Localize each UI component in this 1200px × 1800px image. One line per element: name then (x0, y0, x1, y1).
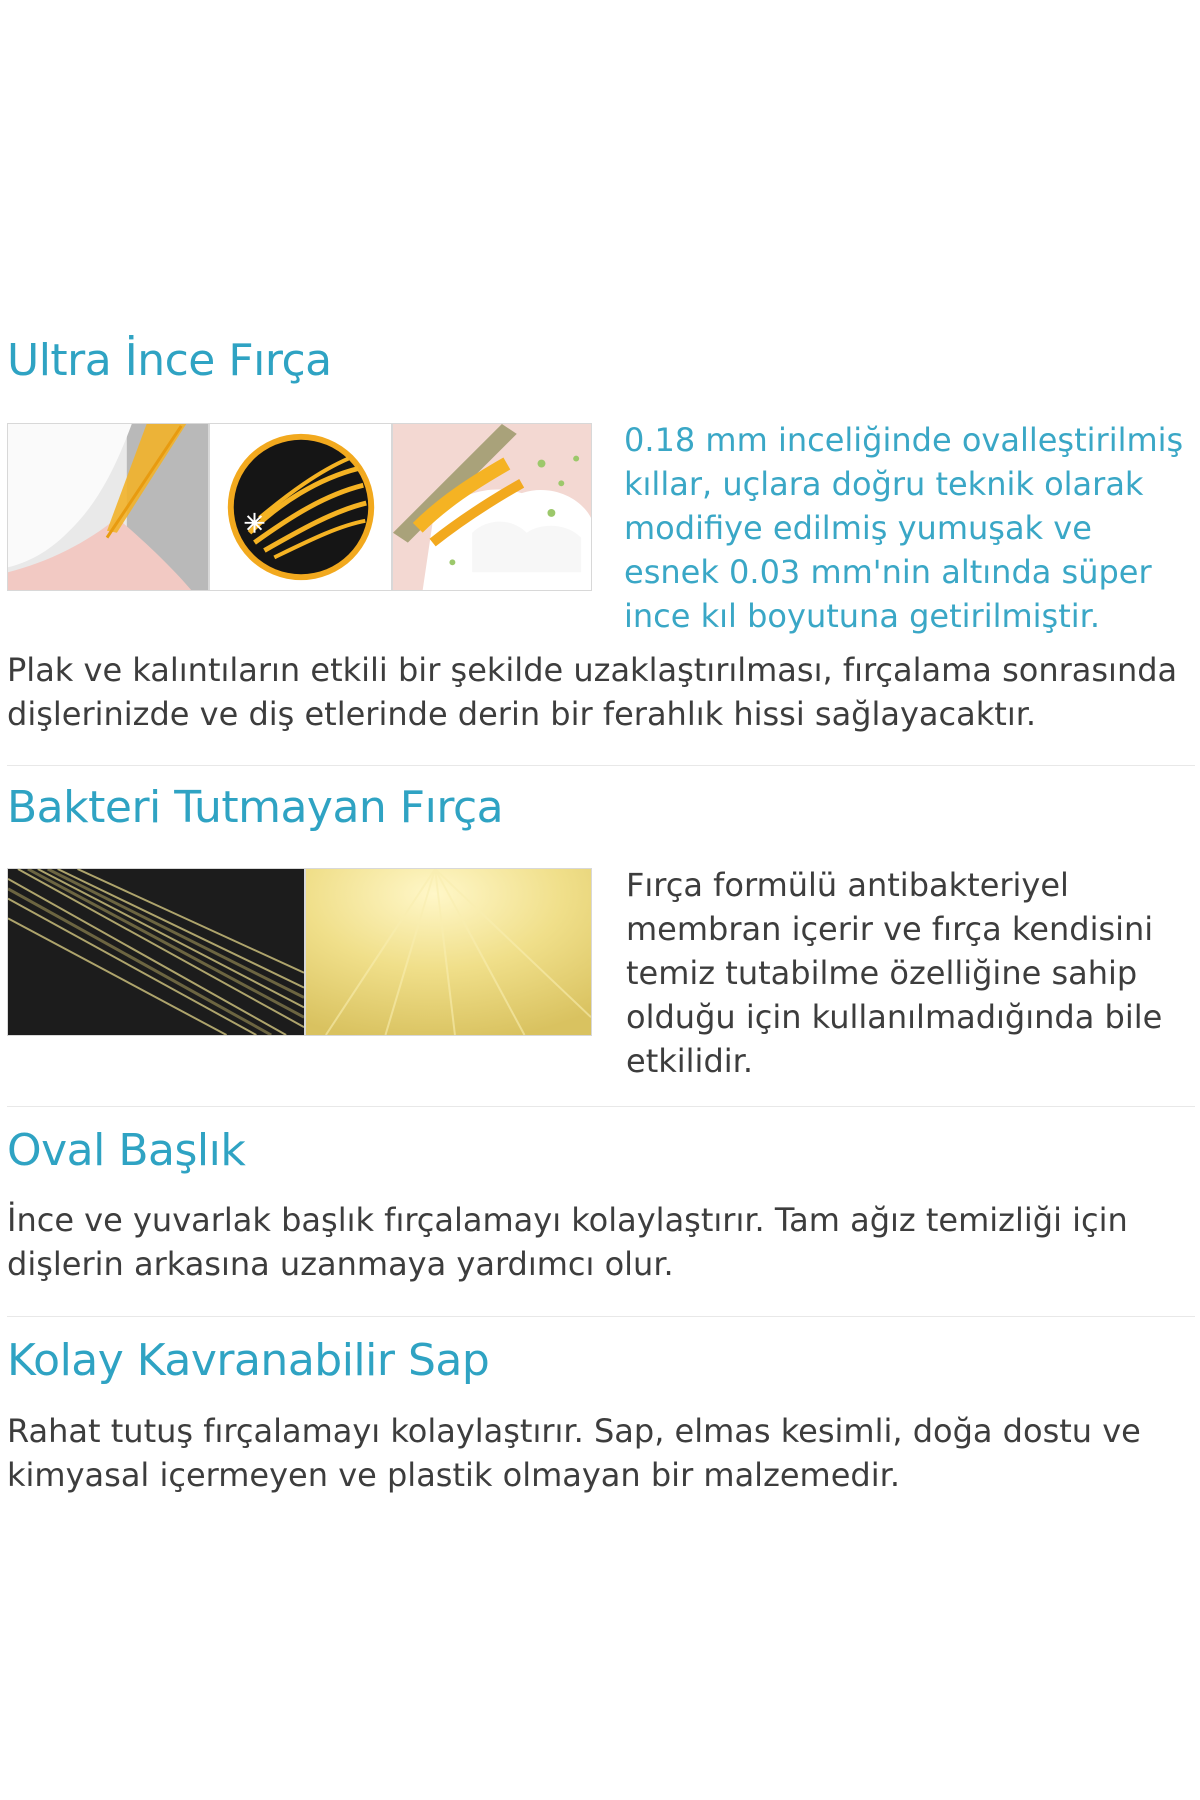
section-divider (7, 765, 1195, 766)
section-title-antibacterial-brush: Bakteri Tutmayan Fırça (7, 782, 504, 833)
image-bristle-tip-closeup (209, 423, 392, 591)
image-bristles-yellow (305, 868, 592, 1036)
section-ultra-thin-description: 0.18 mm inceliğinde ovalleştirilmiş kıllar, uçlara doğru teknik olarak modifiye edilmiş yumuşak ve esnek 0.03 mm'nin altında süper ince kıl boyutuna getirilmiştir. (624, 421, 1184, 635)
section-ultra-thin-body: Plak ve kalıntıların etkili bir şekilde uzaklaştırılması, fırçalama sonrasında dişlerinizde ve diş etlerinde derin bir ferahlık hissi sağlayacaktır. (7, 651, 1178, 733)
section-antibacterial-description: Fırça formülü antibakteriyel membran içerir ve fırça kendisini temiz tutabilme özelliğine sahip olduğu için kullanılmadığında bile etkilidir. (626, 866, 1163, 1080)
section-easy-grip-body: Rahat tutuş fırçalamayı kolaylaştırır. Sap, elmas kesimli, doğa dostu ve kimyasal içermeyen ve plastik olmayan bir malzemedir. (7, 1412, 1141, 1494)
image-brush-on-teeth (392, 423, 592, 591)
section-title-ultra-thin-brush: Ultra İnce Fırça (7, 335, 332, 386)
image-bristles-dark (7, 868, 305, 1036)
section-divider (7, 1106, 1195, 1107)
image-bristle-gum-line (7, 423, 209, 591)
section-title-easy-grip-handle: Kolay Kavranabilir Sap (7, 1335, 490, 1386)
section-title-oval-head: Oval Başlık (7, 1125, 246, 1176)
section-oval-head-body: İnce ve yuvarlak başlık fırçalamayı kolaylaştırır. Tam ağız temizliği için dişlerin arkasına uzanmaya yardımcı olur. (7, 1201, 1128, 1283)
section-divider (7, 1316, 1195, 1317)
